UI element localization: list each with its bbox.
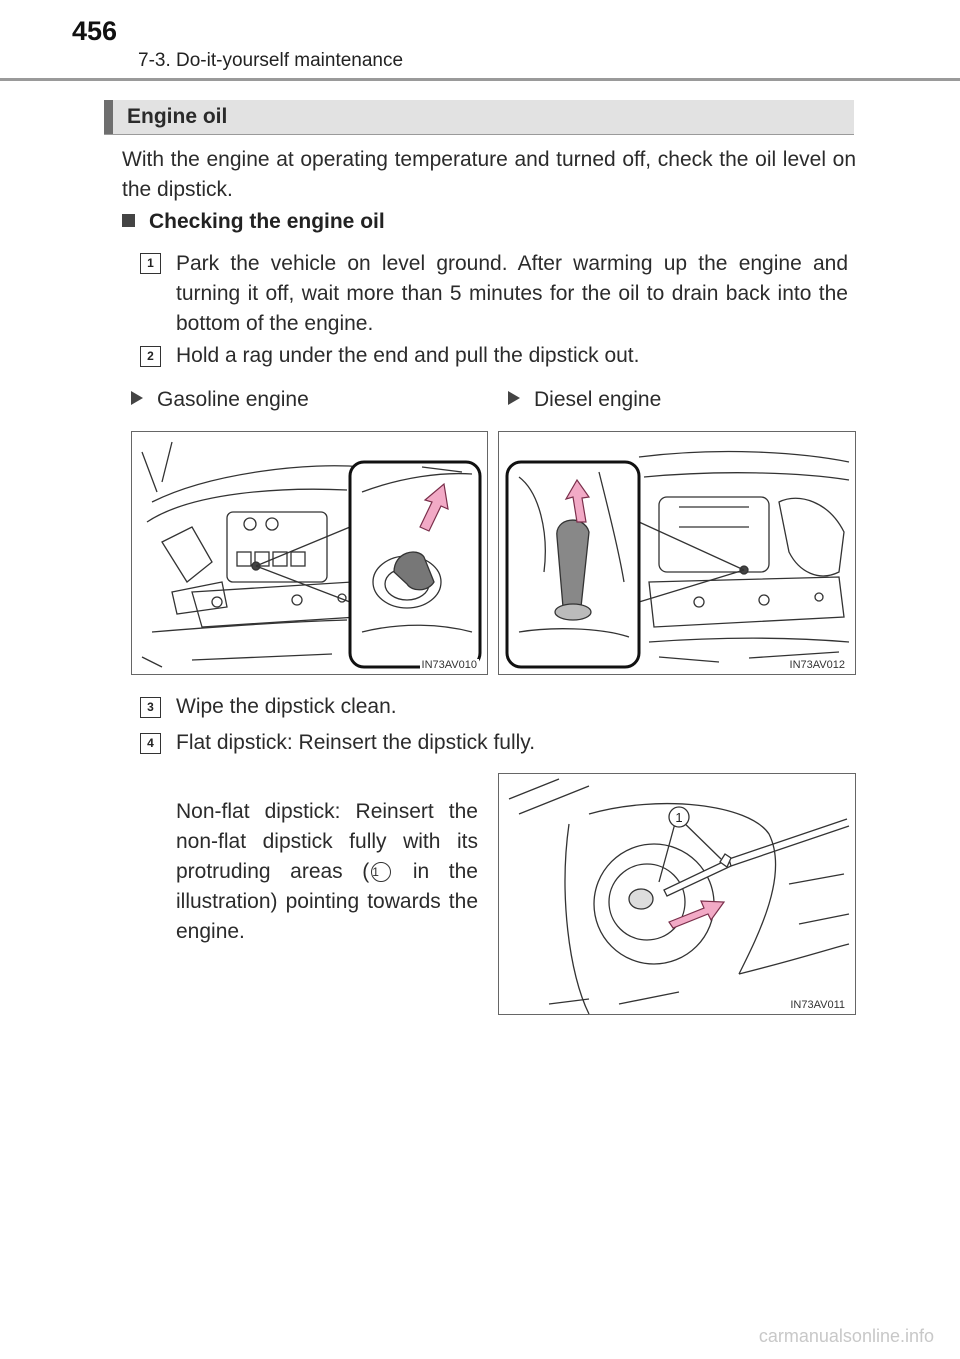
figure-code: IN73AV011 [790,999,845,1011]
figure-label-diesel-text: Diesel engine [534,388,662,411]
subheading-text: Checking the engine oil [149,210,385,233]
triangle-bullet-icon [131,391,143,405]
section-title: 7-3. Do-it-yourself maintenance [138,50,404,71]
figure-code: IN73AV012 [789,659,845,671]
figure-callout-number: 1 [675,810,683,825]
step-text-3: Wipe the dipstick clean. [176,695,397,718]
subheading [122,210,385,234]
heading-bar [104,100,113,134]
diesel-engine-drawing [499,432,855,674]
nonflat-dipstick-drawing [499,774,855,1014]
footer-watermark: carmanualsonline.info [758,1326,934,1346]
step-number-4: 4 [140,733,161,754]
figure-label-gasoline [131,388,309,412]
step-4-detail-after: in the illustration) pointing towards the engine. [176,860,478,943]
page-number: 456 [72,16,118,46]
square-bullet-icon [122,214,135,227]
step-4-detail [176,797,478,947]
triangle-bullet-icon [508,391,520,405]
figure-code: IN73AV010 [421,659,477,671]
intro-paragraph: With the engine at operating temperature and turned off, check the oil level on the dipstick. [122,148,856,201]
step-number-1: 1 [140,253,161,274]
gasoline-engine-drawing [132,432,487,674]
step-text-2: Hold a rag under the end and pull the dipstick out. [176,344,640,367]
callout-marker: 1 [371,862,391,882]
step-4-detail-before: Non-flat dipstick: Reinsert the non-flat dipstick fully with its protruding areas ( [176,800,478,883]
nonflat-dipstick-illustration [498,773,856,1015]
gasoline-engine-illustration [131,431,488,675]
header-rule [0,78,960,81]
step-text-1: Park the vehicle on level ground. After warming up the engine and turning it off, wait more than 5 minutes for the oil to drain back into the bottom of the engine. [176,252,848,335]
step-number-3: 3 [140,697,161,718]
figure-label-diesel [508,388,661,412]
section-heading [104,100,854,135]
step-text-4: Flat dipstick: Reinsert the dipstick fully. [176,731,536,754]
section-heading-text: Engine oil [127,105,228,128]
figure-label-gasoline-text: Gasoline engine [157,388,309,411]
diesel-engine-illustration [498,431,856,675]
step-number-2: 2 [140,346,161,367]
